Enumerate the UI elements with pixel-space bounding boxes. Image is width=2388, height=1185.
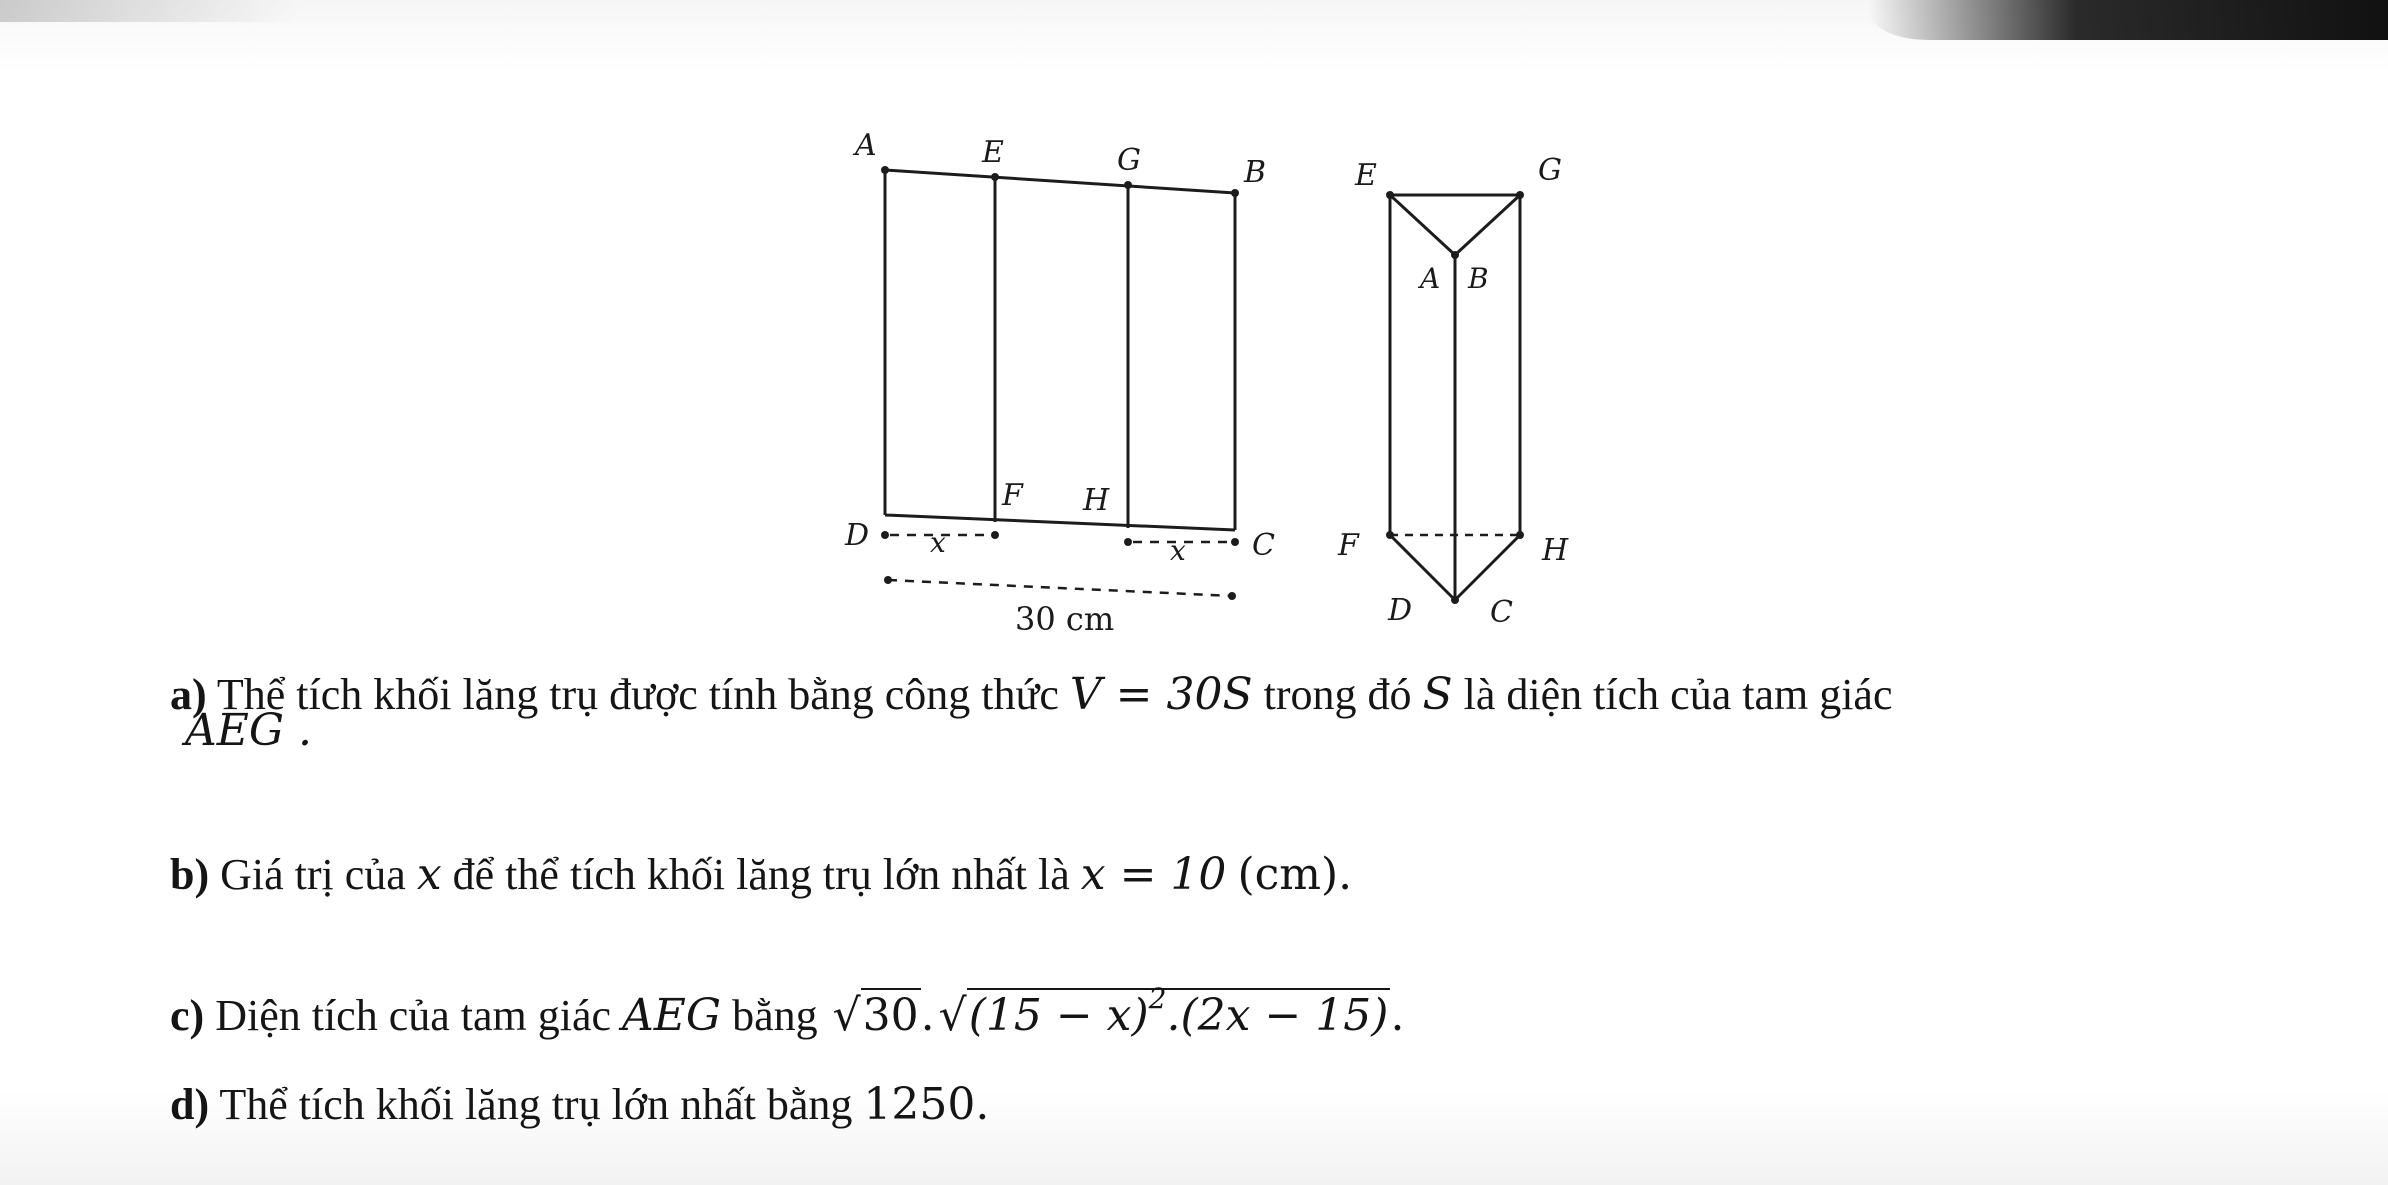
net-label-D: D [845, 518, 870, 553]
prism-top-EA [1390, 195, 1455, 255]
statement-c-root-2-exp: 2 [1148, 982, 1167, 1015]
net-diagram [885, 170, 1235, 530]
statement-b-var: x [416, 849, 442, 900]
net-top-edge [885, 170, 1235, 193]
statement-d-text-1: Thể tích khối lăng trụ lớn nhất bằng [219, 1080, 853, 1129]
net-label-width: 30 cm [1015, 600, 1115, 638]
prism-label-H: H [1542, 533, 1569, 568]
statement-c-label: c) [170, 991, 205, 1040]
statement-d-value: 1250 [863, 1079, 976, 1130]
statement-b-text-2: để thể tích khối lăng trụ lớn nhất là [452, 850, 1070, 899]
statement-c-root-2-rest: .(2x − 15) [1166, 990, 1389, 1041]
prism-label-C: C [1490, 595, 1513, 630]
net-label-x-right: x [1170, 534, 1186, 567]
prism-bottom-FD [1390, 535, 1455, 600]
statement-c-text-2: bằng [732, 991, 818, 1040]
statement-d-end: . [975, 1079, 990, 1130]
prism-label-B: B [1468, 262, 1489, 295]
net-label-A: A [855, 128, 877, 163]
statement-a-text-1: Thể tích khối lăng trụ được tính bằng công thức [216, 670, 1059, 719]
statement-b-text-1: Giá trị của [220, 850, 406, 899]
statement-c-root-1: √30 [832, 990, 919, 1041]
statement-d [170, 1078, 989, 1132]
statement-c-var: AEG [622, 990, 722, 1041]
prism-label-G: G [1538, 153, 1562, 188]
statement-c-text-1: Diện tích của tam giác [215, 991, 612, 1040]
net-label-G: G [1117, 143, 1141, 178]
net-label-x-left: x [930, 526, 946, 559]
statement-a-var: S [1422, 669, 1453, 720]
prism-figure [820, 110, 1620, 650]
statement-b-label: b) [170, 850, 210, 899]
statement-a-continuation-text: AEG . [185, 705, 313, 756]
statement-a-text-3: là diện tích của tam giác [1463, 670, 1893, 719]
statement-b-unit: (cm). [1237, 849, 1353, 900]
prism-label-D: D [1388, 593, 1413, 628]
statement-a-label: a) [170, 670, 207, 719]
page-edge-shadow-left [0, 0, 300, 22]
statement-a-formula: V = 30S [1069, 669, 1253, 720]
prism-top-GB [1455, 195, 1520, 255]
net-label-C: C [1252, 528, 1275, 563]
statement-c-root-2-base: (15 − x) [968, 990, 1149, 1041]
prism-bottom-HC [1455, 535, 1520, 600]
page-edge-shadow-right [1868, 0, 2388, 40]
statement-c-root-2: $√(15 - x)^2.(2x - 15)$ [938, 982, 1389, 1041]
statement-a [170, 668, 1892, 722]
prism-label-A: A [1420, 262, 1441, 295]
net-label-H: H [1083, 483, 1110, 518]
statement-b [170, 848, 1352, 902]
statement-b-formula: x = 10 [1080, 849, 1227, 900]
statement-c-end: . [1390, 990, 1405, 1041]
net-label-F: F [1002, 478, 1023, 513]
statement-a-continuation [185, 704, 312, 758]
statement-d-label: d) [170, 1080, 210, 1129]
statement-a-text-2: trong đó [1263, 670, 1412, 719]
net-label-E: E [982, 135, 1004, 170]
statement-c-root-1-value: 30 [862, 990, 919, 1041]
statement-c: c) Diện tích của tam giác AEG bằng $√30.√(15 - x)^2.(2x - 15)$. [170, 972, 1404, 1043]
prism-label-F: F [1338, 528, 1359, 563]
net-label-B: B [1244, 155, 1267, 190]
prism-label-E: E [1355, 158, 1377, 193]
